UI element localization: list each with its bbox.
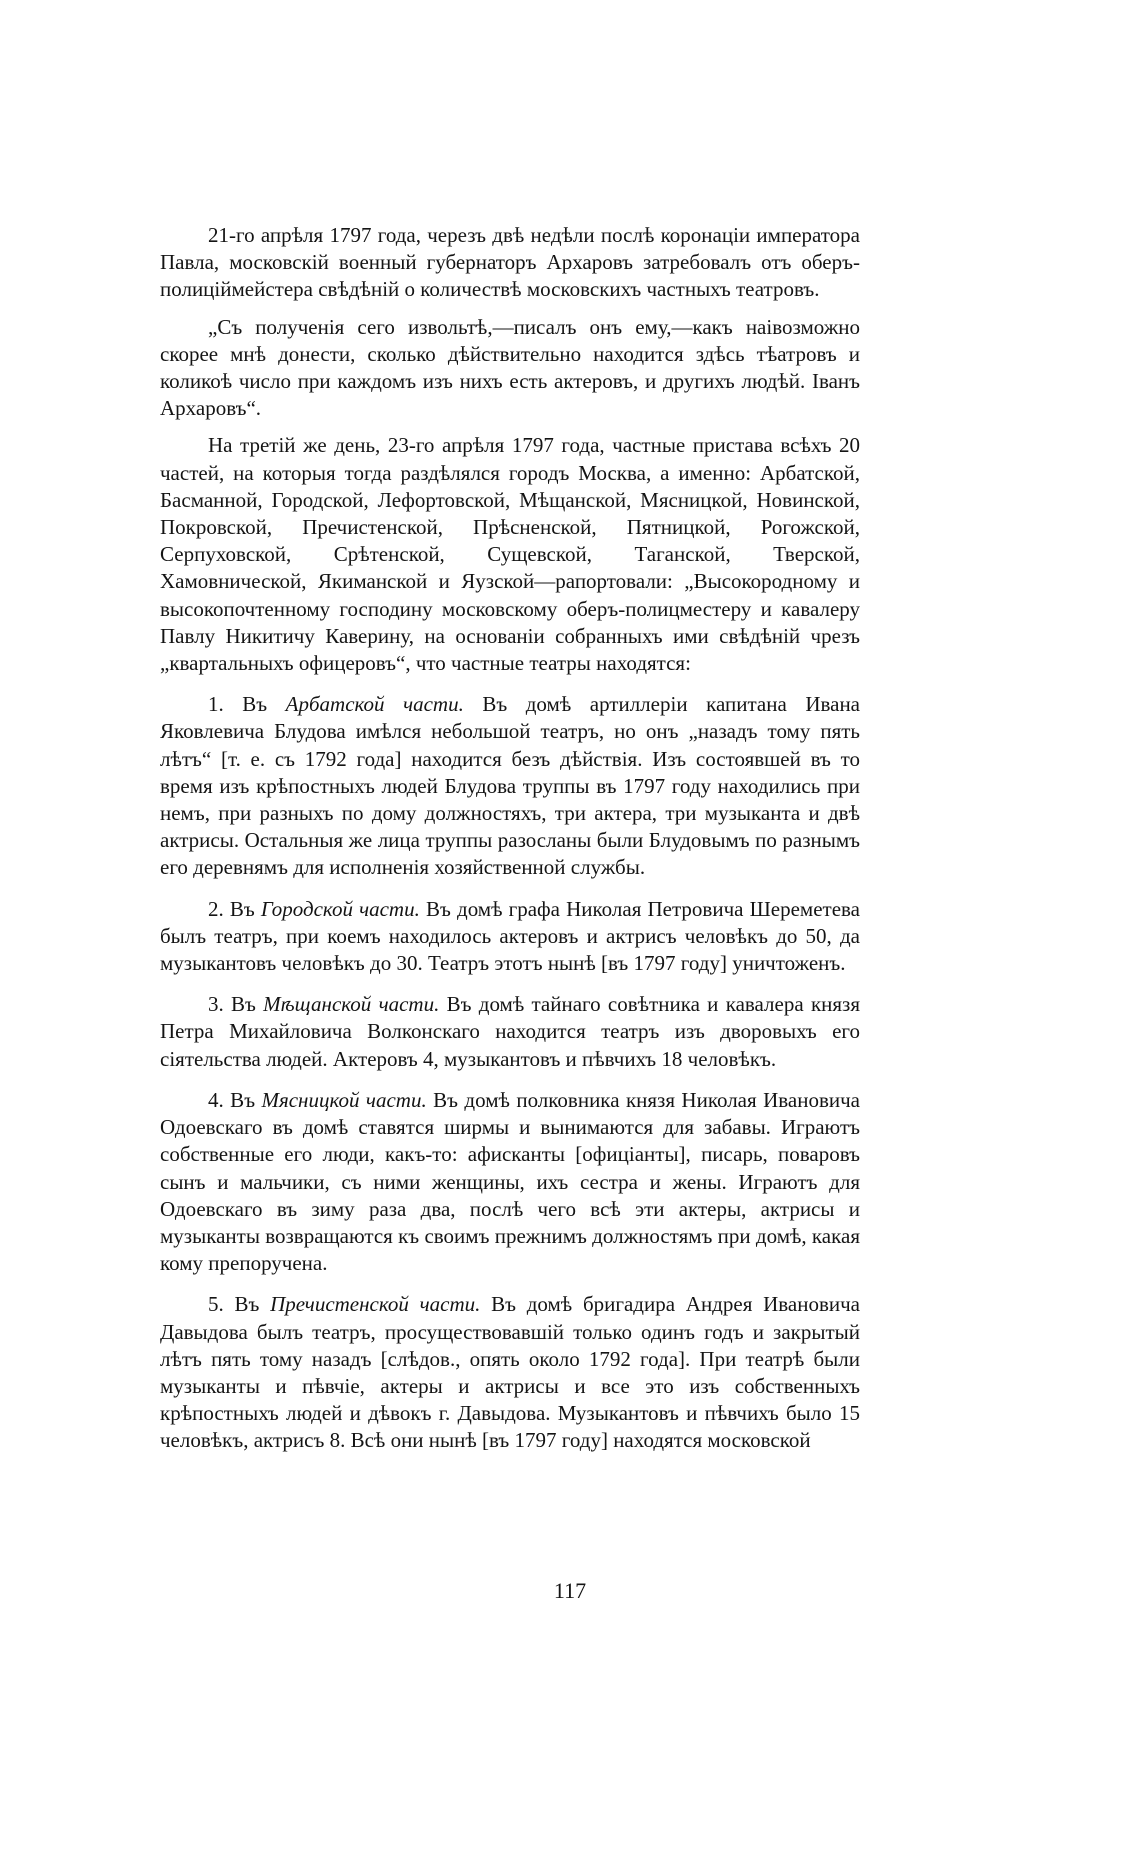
item-body: Въ домѣ графа Николая Петровича Шереметева былъ театръ, при коемъ находилось актеровъ и актрисъ человѣкъ до 50, да музыкантовъ человѣкъ до 30. Театръ этотъ нынѣ [въ 1797 году] уничтоженъ. — [160, 896, 860, 976]
list-item-meshchanskaya — [160, 991, 860, 1073]
item-body: Въ домѣ артиллеріи капитана Ивана Яковлевича Блудова имѣлся небольшой театръ, но онъ „назадъ тому пять лѣтъ“ [т. е. съ 1792 года] находится безъ дѣйствія. Изъ состоявшей въ то время изъ крѣпостныхъ людей Блудова труппы въ 1797 году находились при немъ, при разныхъ по дому должностяхъ, три актера, три музыканта и двѣ актрисы. Остальныя же лица труппы разосланы были Блудовымъ по разнымъ его деревнямъ для исполненія хозяйственной службы. — [160, 692, 860, 880]
page-number: 117 — [553, 1578, 587, 1603]
paragraph-report: На третій же день, 23-го апрѣля 1797 года, частные пристава всѣхъ 20 частей, на которыя тогда раздѣлялся городъ Москва, а именно: Арбатской, Басманной, Городской, Лефортовской, Мѣщанской, Мясницкой, Новинской, Покровской, Пречистенской, Прѣсненской, Пятницкой, Рогожской, Серпуховской, Срѣтенской, Сущевской, Таганской, Тверской, Хамовнической, Якиманской и Яузской—рапортовали: „Высокородному и высокопочтенному господину московскому оберъ-полицместеру и кавалеру Павлу Никитичу Каверину, на основаніи собранныхъ ими свѣдѣній чрезъ „квартальныхъ офицеровъ“, что частные театры находятся: — [160, 433, 860, 676]
paragraph-quote-arkharov: „Съ полученія сего извольтѣ,—писалъ онъ ему,—какъ наівозможно скорее мнѣ донести, сколько дѣйствительно находится здѣсь тѣатровъ и коликоѣ число при каждомъ изъ нихъ есть актеровъ, и другихъ людѣй. Іванъ Архаровъ“. — [160, 314, 860, 421]
item-title: Городской части. — [260, 896, 420, 921]
list-item-gorodskaya — [160, 896, 860, 978]
item-title: Арбатской части. — [285, 692, 464, 717]
item-title: Мясницкой части. — [261, 1087, 427, 1112]
paragraph-intro: 21-го апрѣля 1797 года, черезъ двѣ недѣли послѣ коронаціи императора Павла, московскій военный губернаторъ Архаровъ затребовалъ отъ оберъ-полиціймейстера свѣдѣній о количествѣ московскихъ частныхъ театровъ. — [160, 223, 860, 302]
list-item-prechistenskaya — [160, 1291, 860, 1454]
item-lead: 5. Въ — [208, 1292, 271, 1317]
item-title: Пречистенской части. — [270, 1292, 481, 1317]
item-body: Въ домѣ тайнаго совѣтника и кавалера князя Петра Михайловича Волконскаго находится театръ изъ дворовыхъ его сіятельства людей. Актеровъ 4, музыкантовъ и пѣвчихъ 18 человѣкъ. — [160, 992, 860, 1071]
item-lead: 1. Въ — [208, 692, 286, 717]
item-lead: 3. Въ — [208, 992, 264, 1017]
list-item-myasnitskaya — [160, 1087, 860, 1277]
item-body: Въ домѣ бригадира Андрея Ивановича Давыдова былъ театръ, просуществовавшій только одинъ годъ и закрытый лѣтъ пять тому назадъ [слѣдов., опять около 1792 года]. При театрѣ были музыканты и пѣвчіе, актеры и актрисы и все это изъ собственныхъ крѣпостныхъ людей и дѣвокъ г. Давыдова. Музыкантовъ и пѣвчихъ было 15 человѣкъ, актрисъ 8. Всѣ они нынѣ [въ 1797 году] находятся московской — [160, 1292, 860, 1453]
item-lead: 2. Въ — [208, 896, 261, 921]
item-lead: 4. Въ — [208, 1087, 262, 1112]
item-title: Мѣщанской части. — [263, 992, 440, 1017]
item-body: Въ домѣ полковника князя Николая Ивановича Одоевскаго въ домѣ ставятся ширмы и вынимаются для забавы. Играютъ собственные его люди, какъ-то: афисканты [офиціанты], писарь, поваровъ сынъ и мальчики, съ ними женщины, ихъ сестра и жены. Играютъ для Одоевскаго въ зиму раза два, послѣ чего всѣ эти актеры, актрисы и музыканты возвращаются къ своимъ прежнимъ должностямъ при домѣ, какая кому препоручена. — [160, 1087, 860, 1276]
page-text — [160, 222, 860, 1455]
list-item-arbatskaya — [160, 691, 860, 881]
